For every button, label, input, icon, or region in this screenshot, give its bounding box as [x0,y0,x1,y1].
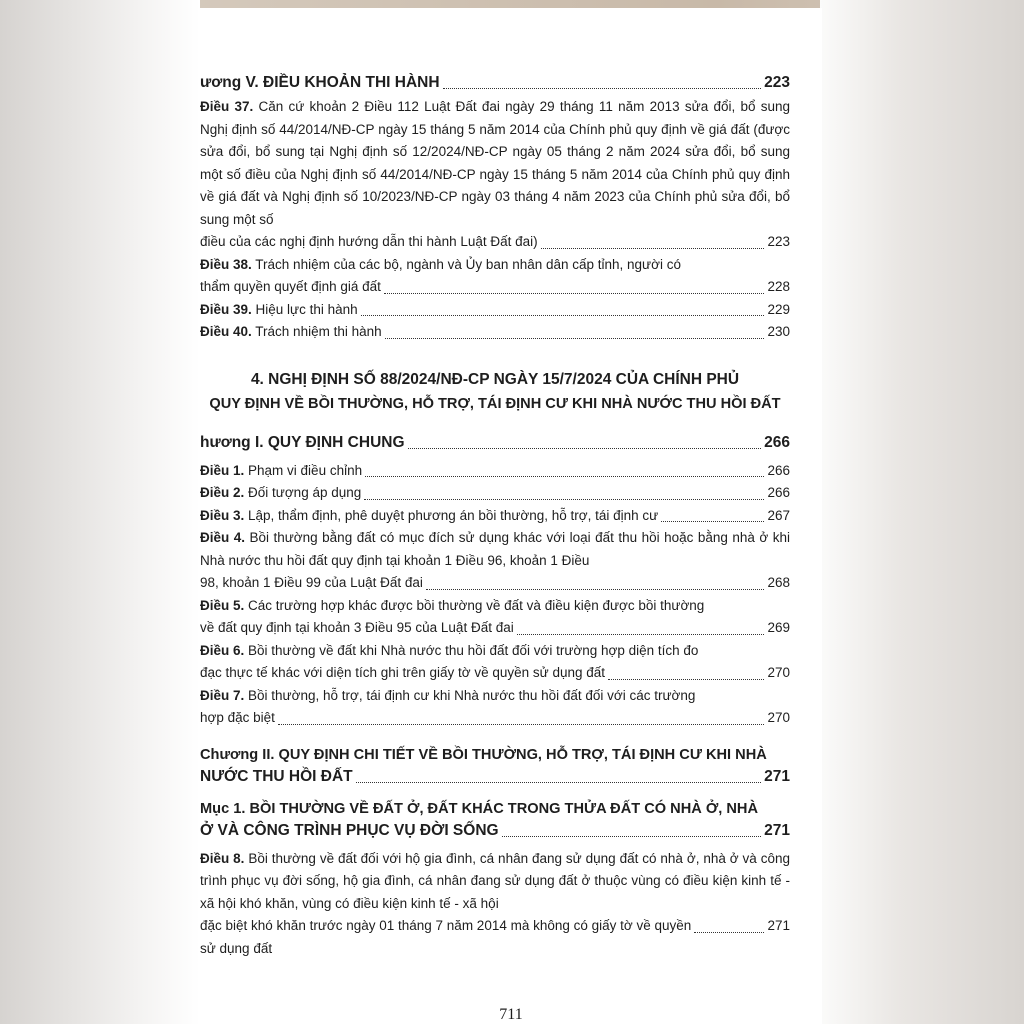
toc-chapter-i [200,432,790,454]
section-heading-line: QUY ĐỊNH VỀ BỒI THƯỜNG, HỖ TRỢ, TÁI ĐỊNH CƯ KHI NHÀ NƯỚC THU HỒI ĐẤT [209,395,781,412]
section-heading [200,368,790,416]
page-number: 711 [499,1006,523,1023]
dot-leader [661,520,764,522]
article-text [200,96,790,231]
article-title: Các trường hợp khác được bồi thường về đất và điều kiện được bồi thường [248,597,705,613]
chapter-title: hương I. QUY ĐỊNH CHUNG [200,433,405,451]
article-title-last-line: điều của các nghị định hướng dẫn thi hành Luật Đất đai) [200,234,538,249]
article-label: Điều 6. [200,642,245,658]
article-label: Điều 5. [200,597,245,613]
article-title-line: đặc biệt khó khăn trước ngày 01 tháng 7 năm 2014 mà không có giấy tờ về quyền [200,918,692,933]
toc-chapter-v [200,72,790,94]
chapter-title: Chương II. QUY ĐỊNH CHI TIẾT VỀ BỒI THƯỜNG, HỖ TRỢ, TÁI ĐỊNH CƯ KHI NHÀ [200,746,767,763]
article-title: Hiệu lực thi hành [255,301,358,317]
page-ref: 270 [767,665,790,680]
dot-leader [608,678,764,680]
toc-article-39 [200,299,790,322]
dot-leader [361,314,765,316]
section-heading-line: 4. NGHỊ ĐỊNH SỐ 88/2024/NĐ-CP NGÀY 15/7/2024 CỦA CHÍNH PHỦ [250,370,740,388]
article-label: Điều 1. [200,462,245,478]
toc-chapter-ii [200,744,790,788]
dot-leader [385,337,765,339]
article-label: Điều 2. [200,485,245,500]
page-ref: 223 [767,234,790,249]
article-label: Điều 3. [200,507,245,523]
chapter-title-last-line: NƯỚC THU HỒI ĐẤT [200,767,353,785]
dot-leader [408,447,762,449]
dot-leader [365,475,764,477]
article-title-last-line: sử dụng đất [200,940,273,956]
page-right-margin [820,0,1024,1024]
article-title: Trách nhiệm thi hành [255,324,382,339]
toc-article-6 [200,640,790,685]
page-ref: 268 [767,575,790,590]
toc-article-1 [200,460,790,483]
section-title-last-line: Ở VÀ CÔNG TRÌNH PHỤC VỤ ĐỜI SỐNG [200,821,499,839]
toc-article-8 [200,848,790,961]
page-ref: 269 [767,620,790,635]
article-title: Bồi thường bằng đất có mục đích sử dụng khác với loại đất thu hồi hoặc bằng nhà ở khi Nhà nước thu hồi đất quy định tại khoản 1 Điều 96, khoản 1 Điều [200,530,790,568]
dot-leader [426,588,765,590]
page-ref: 229 [767,301,790,317]
article-title-last-line: thẩm quyền quyết định giá đất [200,279,381,294]
toc-article-4 [200,527,790,595]
article-label: Điều 8. [200,850,245,866]
toc-article-2 [200,482,790,505]
article-text [200,640,790,663]
toc-section-muc-1 [200,798,790,842]
page-ref: 271 [764,821,790,839]
page-ref: 230 [767,324,790,339]
article-label: Điều 39. [200,301,252,317]
dot-leader [364,498,764,500]
dot-leader [384,292,765,294]
dot-leader [541,247,765,249]
article-text [200,685,790,708]
article-title-last-line: 98, khoản 1 Điều 99 của Luật Đất đai [200,575,423,590]
article-text [200,527,790,572]
article-title-last-line: hợp đặc biệt [200,710,275,725]
toc-article-40 [200,321,790,344]
dot-leader [694,931,764,933]
dot-leader [443,87,762,89]
page-ref: 271 [767,918,790,933]
toc-article-37 [200,96,790,254]
article-label: Điều 7. [200,687,245,703]
dot-leader [278,723,765,725]
chapter-title: ương V. ĐIỀU KHOẢN THI HÀNH [200,74,440,91]
article-title-last-line: về đất quy định tại khoản 3 Điều 95 của Luật Đất đai [200,620,514,635]
article-title: Lập, thẩm định, phê duyệt phương án bồi thường, hỗ trợ, tái định cư [248,507,659,523]
article-label: Điều 37. [200,99,254,114]
table-of-contents [200,72,790,960]
toc-article-7 [200,685,790,730]
page-ref: 267 [767,507,790,523]
page-ref: 228 [767,279,790,294]
article-label: Điều 40. [200,324,252,339]
article-label: Điều 38. [200,256,252,272]
article-title-last-line: đạc thực tế khác với diện tích ghi trên giấy tờ về quyền sử dụng đất [200,665,606,680]
article-title: Trách nhiệm của các bộ, ngành và Ủy ban nhân dân cấp tỉnh, người có [255,256,681,272]
page-left-margin [0,0,200,1024]
article-text [200,848,790,916]
article-title: Căn cứ khoản 2 Điều 112 Luật Đất đai ngày 29 tháng 11 năm 2013 sửa đổi, bổ sung Nghị định số 44/2014/NĐ-CP ngày 15 tháng 5 năm 2014 của Chính phủ quy định về giá đất (được sửa đổi, bổ sung tại Nghị định số 12/2024/NĐ-CP ngày 05 tháng 2 năm 2024 sửa đổi, bổ sung một số điều của Nghị định số 44/2014/NĐ-CP ngày 15 tháng 5 năm 2014 của Chính phủ quy định về giá đất và Nghị định số 10/2023/NĐ-CP ngày 03 tháng 4 năm 2023 của Chính phủ sửa đổi, bổ sung một số [200,99,790,227]
page-ref: 266 [767,485,790,500]
page-ref: 223 [764,74,790,91]
page-ref: 271 [764,767,790,785]
article-title: Bồi thường về đất đối với hộ gia đình, cá nhân đang sử dụng đất có nhà ở, nhà ở và công trình phục vụ đời sống, hộ gia đình, cá nhân đang sử dụng đất ở thuộc vùng có điều kiện kinh tế - xã hội khó khăn, vùng có điều kiện kinh tế - xã hội [200,850,790,911]
article-text [200,254,790,277]
page-ref: 270 [767,710,790,725]
dot-leader [356,781,761,783]
article-title: Bồi thường, hỗ trợ, tái định cư khi Nhà nước thu hồi đất đối với các trường [248,687,696,703]
article-title: Bồi thường về đất khi Nhà nước thu hồi đất đối với trường hợp diện tích đo [248,642,699,658]
article-title: Phạm vi điều chỉnh [248,462,363,478]
article-title: Đối tượng áp dụng [248,485,362,500]
toc-article-38 [200,254,790,299]
article-text [200,595,790,618]
page-ref: 266 [764,433,790,451]
dot-leader [517,633,765,635]
page-ref: 266 [767,462,790,478]
section-title: Mục 1. BỒI THƯỜNG VỀ ĐẤT Ở, ĐẤT KHÁC TRONG THỬA ĐẤT CÓ NHÀ Ở, NHÀ [200,800,759,817]
toc-article-5 [200,595,790,640]
article-label: Điều 4. [200,530,246,545]
toc-article-3 [200,505,790,528]
book-page [200,8,822,1024]
dot-leader [502,835,762,837]
